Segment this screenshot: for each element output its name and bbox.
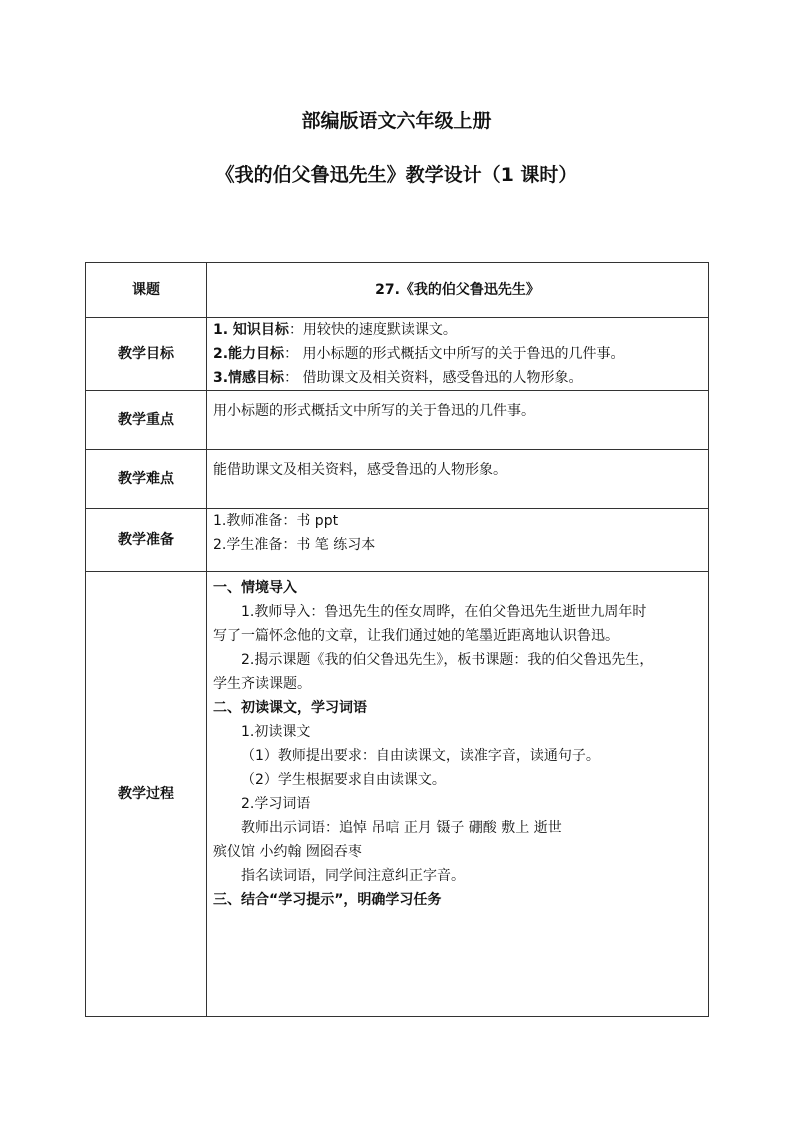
- value-preparation: [207, 509, 709, 572]
- table-row-focus: [86, 391, 709, 450]
- paragraph: 写了一篇怀念他的文章，让我们通过她的笔墨近距离地认识鲁迅。: [213, 628, 619, 644]
- table-row-preparation: [86, 509, 709, 572]
- label-topic: 课题: [86, 263, 207, 318]
- vocabulary-list: 教师出示词语：追悼 吊唁 正月 镊子 硼酸 敷上 逝世: [241, 820, 562, 836]
- prep-student: 2.学生准备：书 笔 练习本: [213, 537, 376, 553]
- value-goals: [207, 318, 709, 391]
- table-row-difficulty: [86, 450, 709, 509]
- label-difficulty: 教学难点: [86, 450, 207, 509]
- value-difficulty: 能借助课文及相关资料，感受鲁迅的人物形象。: [207, 450, 709, 509]
- lesson-title: 《我的伯父鲁迅先生》教学设计（1 课时）: [215, 164, 578, 186]
- paragraph: 2.学习词语: [241, 796, 311, 812]
- goal-knowledge: 1. 知识目标：用较快的速度默读课文。: [213, 322, 457, 338]
- table-row-process: [86, 572, 709, 1017]
- section-heading: 二、初读课文，学习词语: [213, 700, 367, 716]
- vocabulary-list: 殡仪馆 小约翰 囫囵吞枣: [213, 844, 362, 860]
- label-process: 教学过程: [86, 572, 207, 1017]
- section-heading: 一、情境导入: [213, 580, 297, 596]
- label-focus: 教学重点: [86, 391, 207, 450]
- document-title: 部编版语文六年级上册: [301, 110, 492, 132]
- prep-teacher: 1.教师准备：书 ppt: [213, 513, 339, 529]
- paragraph: （2）学生根据要求自由读课文。: [241, 772, 446, 788]
- goal-emotion: 3.情感目标： 借助课文及相关资料，感受鲁迅的人物形象。: [213, 370, 583, 386]
- value-topic: 27.《我的伯父鲁迅先生》: [207, 263, 709, 318]
- paragraph: （1）教师提出要求：自由读课文，读准字音，读通句子。: [241, 748, 600, 764]
- paragraph: 指名读词语，同学间注意纠正字音。: [241, 868, 465, 884]
- paragraph: 1.初读课文: [241, 724, 311, 740]
- paragraph: 1.教师导入：鲁迅先生的侄女周晔，在伯父鲁迅先生逝世九周年时: [241, 604, 647, 620]
- paragraph: 学生齐读课题。: [213, 676, 311, 692]
- section-heading: 三、结合“学习提示”，明确学习任务: [213, 892, 442, 908]
- value-focus: 用小标题的形式概括文中所写的关于鲁迅的几件事。: [207, 391, 709, 450]
- label-goals: 教学目标: [86, 318, 207, 391]
- value-process: [207, 572, 709, 1017]
- table-row-goals: [86, 318, 709, 391]
- lesson-plan-table: [85, 262, 709, 1017]
- paragraph: 2.揭示课题《我的伯父鲁迅先生》，板书课题：我的伯父鲁迅先生，: [241, 652, 654, 668]
- table-row-topic: [86, 263, 709, 318]
- goal-ability: 2.能力目标： 用小标题的形式概括文中所写的关于鲁迅的几件事。: [213, 346, 625, 362]
- label-preparation: 教学准备: [86, 509, 207, 572]
